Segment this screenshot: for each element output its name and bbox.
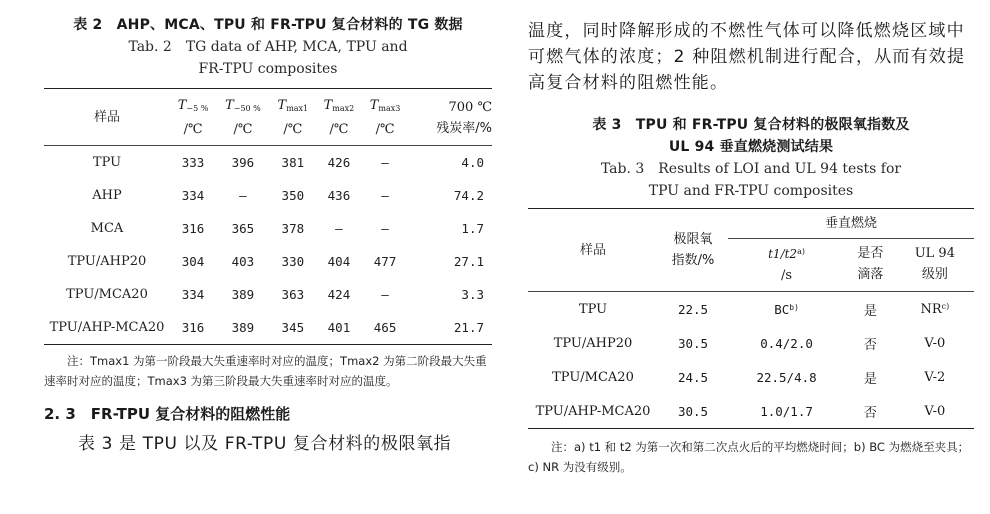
table2-header-t50: $T_{-50 \%}$ /℃ <box>225 98 261 137</box>
table2-cell-t50: 365 <box>231 221 255 236</box>
table3-cell-time: BC$^{b)}$ <box>774 301 799 317</box>
table-row <box>528 292 974 327</box>
table3-cell-sample: TPU/AHP20 <box>553 335 633 351</box>
table3-cell-dripping: 是 <box>863 303 877 319</box>
table3-cell-loi: 22.5 <box>677 301 709 317</box>
table2-header-row <box>44 89 492 146</box>
table2-cell-tmax1: 381 <box>281 155 305 170</box>
right-paragraph: 温度，同时降解形成的不燃性气体可以降低燃烧区域中可燃气体的浓度；2 种阻燃机制进行配合，从而有效提高复合材料的阻燃性能。 <box>528 21 966 93</box>
table-row <box>44 278 492 311</box>
table2-note: 注：Tmax1 为第一阶段最大失重速率时对应的温度；Tmax2 为第二阶段最大失重速率时对应的温度；Tmax3 为第三阶段最大失重速率时对应的温度。 <box>44 354 487 388</box>
table2-cell-sample: TPU/AHP20 <box>67 254 147 269</box>
left-column <box>44 0 492 457</box>
table2-header-tmax1: $T_{max1}$ /℃ <box>277 98 309 137</box>
table-row <box>44 311 492 345</box>
table2-header-t5: $T_{-5 \%}$ /℃ <box>177 98 209 137</box>
table2-cell-char: 4.0 <box>461 155 484 170</box>
table2-cell-sample: TPU/MCA20 <box>66 287 148 302</box>
table-row <box>528 360 974 394</box>
table2-cell-t5: 333 <box>181 155 205 170</box>
table3-cell-sample: TPU/MCA20 <box>552 369 634 385</box>
table3-header-vertical-burning: 垂直燃烧 <box>728 209 974 239</box>
table3-note: 注：a) t1 和 t2 为第一次和第二次点火后的平均燃烧时间；b) BC 为燃烧至夹具；c) NR 为没有级别。 <box>528 440 970 474</box>
table2-cell-char: 74.2 <box>453 188 484 203</box>
table2-cell-sample: MCA <box>90 221 124 236</box>
table3-cell-ul94: NR$^{c)}$ <box>920 301 950 317</box>
table2-cell-tmax3: — <box>381 155 389 170</box>
table3 <box>528 208 974 429</box>
table3-cell-time: 0.4/2.0 <box>760 335 813 351</box>
table3-cell-dripping: 否 <box>863 337 877 353</box>
table2-cell-tmax2: 401 <box>327 320 351 335</box>
table2-header-tmax3: $T_{max3}$ /℃ <box>369 98 401 137</box>
section-heading: 2. 3 FR-TPU 复合材料的阻燃性能 <box>44 405 291 423</box>
table2-cell-sample: AHP <box>92 188 122 203</box>
table2-cell-tmax2: 424 <box>327 287 351 302</box>
table3-cell-time: 1.0/1.7 <box>760 403 813 419</box>
table2-cell-tmax2: — <box>335 221 343 236</box>
table3-cell-time: 22.5/4.8 <box>756 369 817 385</box>
table-row <box>44 146 492 180</box>
table2-cell-sample: TPU <box>92 155 122 170</box>
table2-cell-sample: TPU/AHP-MCA20 <box>49 320 165 335</box>
table2-cell-tmax1: 350 <box>281 188 305 203</box>
table2-cell-tmax2: 436 <box>327 188 351 203</box>
table3-cell-loi: 30.5 <box>677 403 709 419</box>
right-column <box>528 0 974 477</box>
table2-cell-tmax1: 378 <box>281 221 305 236</box>
table2-cell-t50: — <box>239 188 247 203</box>
table2-cell-t50: 396 <box>231 155 255 170</box>
table2-cell-char: 3.3 <box>461 287 484 302</box>
table2-header-char-yield: 700 ℃ 残炭率/% <box>436 99 492 136</box>
table-row <box>44 245 492 278</box>
table2-cell-t50: 389 <box>231 287 255 302</box>
table2-cell-t5: 304 <box>181 254 205 269</box>
table2-cell-tmax3: — <box>381 221 389 236</box>
table2-cell-t5: 316 <box>181 320 205 335</box>
table2-cell-t5: 334 <box>181 188 205 203</box>
table2-cell-tmax2: 426 <box>327 155 351 170</box>
table3-header-ul94: UL 94 级别 <box>896 239 974 292</box>
table2-cell-tmax2: 404 <box>327 254 351 269</box>
table2-cell-char: 21.7 <box>453 320 484 335</box>
table3-cell-ul94: V-2 <box>924 369 946 385</box>
table2-cell-t5: 334 <box>181 287 205 302</box>
table3-caption-zh-line1: 表 3 TPU 和 FR-TPU 复合材料的极限氧指数及 <box>592 117 910 133</box>
table2-cell-tmax3: — <box>381 287 389 302</box>
table2-caption-en-line2: FR-TPU composites <box>198 61 338 77</box>
table2-caption-zh: 表 2 AHP、MCA、TPU 和 FR-TPU 复合材料的 TG 数据 <box>73 17 463 33</box>
table2-cell-tmax1: 345 <box>281 320 305 335</box>
table2-cell-char: 1.7 <box>461 221 484 236</box>
table3-caption-zh-line2: UL 94 垂直燃烧测试结果 <box>668 139 834 155</box>
table2-header-sample: 样品 <box>93 110 120 125</box>
table2-header-tmax2: $T_{max2}$ /℃ <box>323 98 355 137</box>
table2-cell-t50: 403 <box>231 254 255 269</box>
table3-caption-en-line1: Tab. 3 Results of LOI and UL 94 tests for <box>600 161 902 177</box>
table3-header-time: t1/t2$^{a)}$ /s <box>728 239 845 292</box>
table3-header-dripping: 是否 滴落 <box>845 239 896 292</box>
table-row <box>44 212 492 245</box>
table-row <box>44 179 492 212</box>
table2-cell-char: 27.1 <box>453 254 484 269</box>
table2-caption-en-line1: Tab. 2 TG data of AHP, MCA, TPU and <box>128 39 408 55</box>
table-row <box>528 394 974 429</box>
table3-header-loi: 极限氧 指数/% <box>658 209 728 292</box>
table3-header-sample: 样品 <box>528 209 658 292</box>
table2 <box>44 88 492 345</box>
table3-cell-dripping: 是 <box>863 371 877 387</box>
table3-block <box>528 114 974 477</box>
table2-cell-tmax1: 363 <box>281 287 305 302</box>
table3-cell-ul94: V-0 <box>924 403 946 419</box>
table2-cell-tmax3: 465 <box>373 320 397 335</box>
table2-cell-tmax1: 330 <box>281 254 305 269</box>
table2-cell-t50: 389 <box>231 320 255 335</box>
table3-cell-ul94: V-0 <box>924 335 946 351</box>
table3-cell-sample: TPU <box>578 301 608 317</box>
table3-cell-sample: TPU/AHP-MCA20 <box>535 403 651 419</box>
table2-cell-t5: 316 <box>181 221 205 236</box>
table3-caption-en-line2: TPU and FR-TPU composites <box>648 183 854 199</box>
table-row <box>528 326 974 360</box>
section-paragraph: 表 3 是 TPU 以及 FR-TPU 复合材料的极限氧指 <box>78 434 452 454</box>
table3-cell-dripping: 否 <box>863 405 877 421</box>
table2-cell-tmax3: 477 <box>373 254 397 269</box>
table3-cell-loi: 30.5 <box>677 335 709 351</box>
table3-cell-loi: 24.5 <box>677 369 709 385</box>
table2-cell-tmax3: — <box>381 188 389 203</box>
